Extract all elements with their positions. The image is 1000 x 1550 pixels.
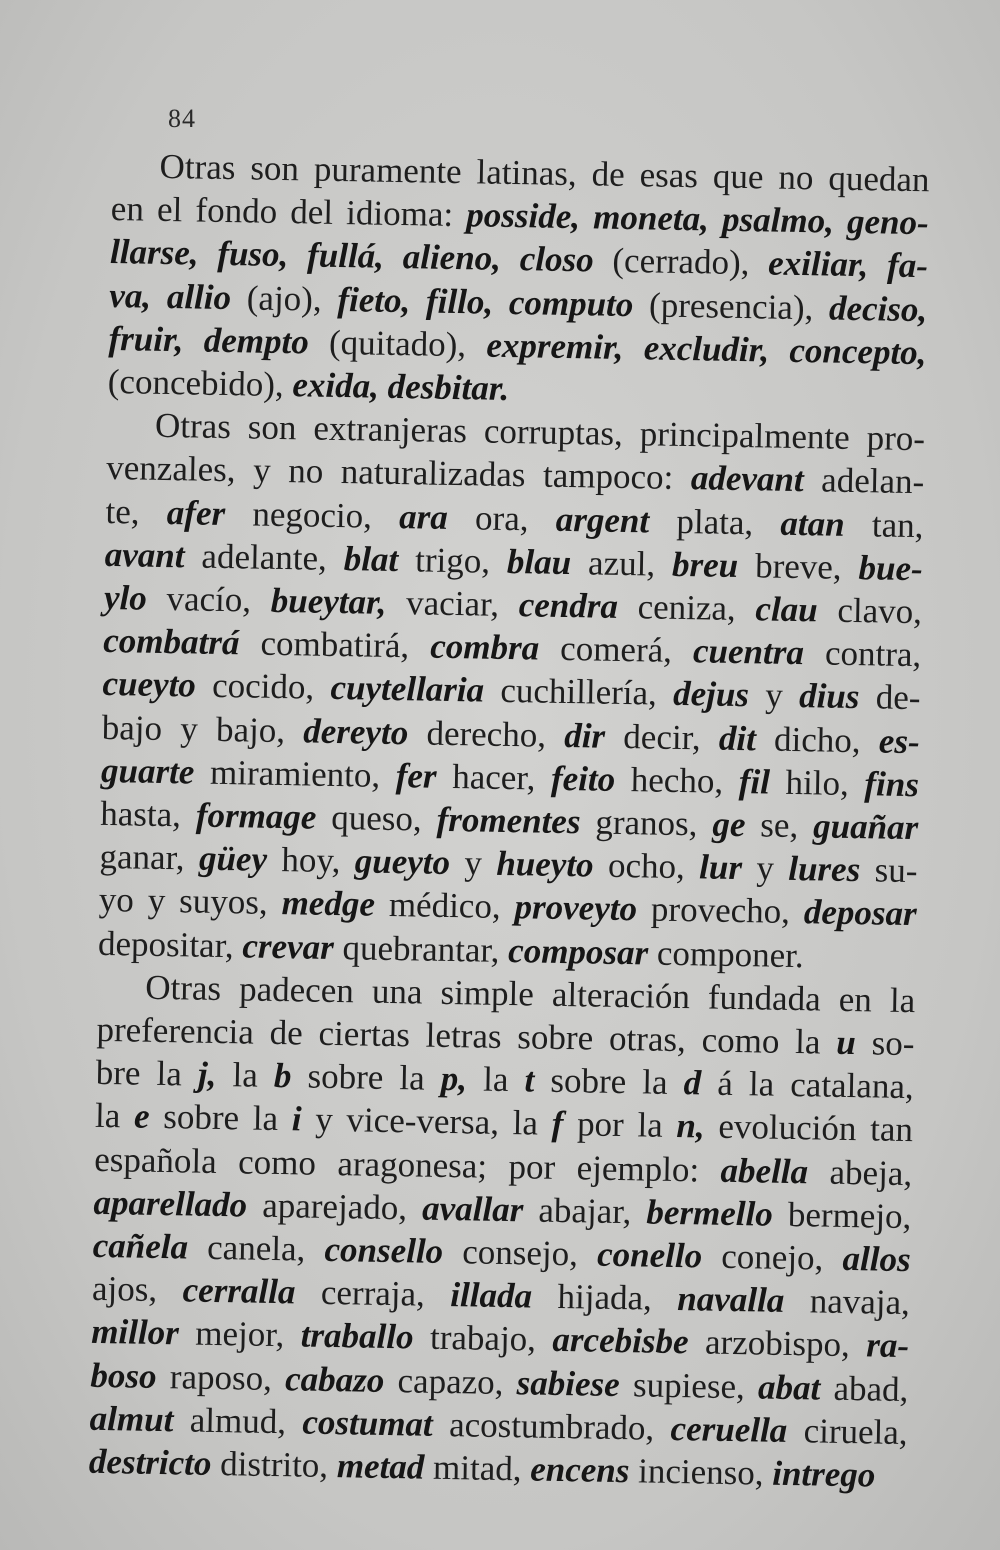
italic-term: ra- <box>866 1325 910 1366</box>
text-segment: contra, <box>803 633 922 675</box>
italic-term: blau <box>506 541 572 582</box>
text-segment: comerá, <box>538 628 694 671</box>
italic-term: feito <box>550 758 616 799</box>
italic-term: illada <box>450 1275 533 1316</box>
italic-term: e <box>133 1097 150 1137</box>
text-segment: (ajo), <box>230 277 338 319</box>
text-segment: provecho, <box>636 889 805 932</box>
italic-term: gueyto <box>354 841 451 883</box>
italic-term: guañar <box>812 806 919 848</box>
text-segment: abajar, <box>522 1190 647 1232</box>
italic-term: bue- <box>858 547 924 589</box>
italic-term: dius <box>798 676 860 717</box>
text-segment: Otras son puramente latinas, de esas que no quedan <box>159 146 930 200</box>
paragraph <box>89 965 916 1498</box>
italic-term: destricto <box>88 1441 212 1484</box>
italic-term: exida, desbitar. <box>292 365 510 408</box>
text-segment: azul, <box>570 542 673 584</box>
text-segment: se, <box>745 805 814 846</box>
italic-term: abat <box>757 1367 821 1408</box>
italic-term: güey <box>198 838 268 880</box>
italic-term: cerralla <box>182 1270 296 1312</box>
italic-term: guarte <box>100 750 195 792</box>
italic-term: fieto, fillo, computo <box>337 279 634 324</box>
text-segment: (concebido), <box>107 361 293 405</box>
italic-term: dejus <box>672 674 750 715</box>
italic-term: conello <box>596 1234 703 1276</box>
text-segment: raposo, <box>156 1356 286 1398</box>
text-segment: y vice-versa, la <box>301 1099 553 1144</box>
italic-term: llarse, fuso, fullá, alieno, closo <box>109 232 594 280</box>
italic-term: expremir, excludir, concepto, <box>486 325 927 373</box>
italic-term: deposar <box>803 892 918 934</box>
text-segment: acostumbrado, <box>432 1404 671 1448</box>
italic-term: fromentes <box>436 799 581 842</box>
text-segment: Otras padecen una simple alteración fundada en la <box>144 967 916 1021</box>
italic-term: cendra <box>518 585 619 626</box>
italic-term: dir <box>563 715 606 756</box>
italic-term: cabazo <box>284 1358 385 1400</box>
text-segment: granos, <box>580 802 713 844</box>
text-segment: componer. <box>647 933 805 975</box>
italic-term: atan <box>780 503 846 544</box>
text-segment: hilo, <box>769 762 865 804</box>
italic-term: metad <box>336 1446 425 1487</box>
italic-term: breu <box>671 544 739 585</box>
text-segment: breve, <box>737 545 859 587</box>
italic-term: p, <box>440 1059 468 1099</box>
text-segment: so- <box>855 1023 915 1064</box>
text-segment: plata, <box>648 501 781 543</box>
italic-term: formage <box>195 795 317 837</box>
italic-term: es- <box>878 721 921 761</box>
italic-term: encens <box>529 1449 630 1491</box>
italic-term: medge <box>281 883 376 925</box>
text-segment: almud, <box>173 1400 303 1442</box>
italic-term: boso <box>90 1355 157 1396</box>
italic-term: combra <box>429 626 540 668</box>
italic-term: ara <box>398 496 449 537</box>
italic-term: costumat <box>302 1402 434 1444</box>
text-segment: supiese, <box>619 1364 759 1407</box>
italic-term: cañela <box>92 1225 189 1267</box>
italic-term: lur <box>698 847 743 888</box>
text-segment: navaja, <box>783 1281 911 1323</box>
text-segment: ceniza, <box>617 586 756 629</box>
text-segment: y <box>449 843 497 884</box>
text-segment: dicho, <box>755 718 880 761</box>
paragraph <box>98 403 926 979</box>
italic-term: afer <box>166 492 226 533</box>
text-segment: mejor, <box>178 1313 302 1355</box>
text-segment: bajo y bajo, <box>101 707 304 751</box>
text-segment: arzobispo, <box>688 1322 867 1365</box>
italic-term: u <box>835 1022 857 1063</box>
italic-term: sabiese <box>516 1362 621 1404</box>
text-segment: en el fondo del idioma: <box>110 189 467 235</box>
text-segment: abeja, <box>807 1151 913 1193</box>
text-segment: consejo, <box>442 1232 598 1274</box>
italic-term: composar <box>507 930 649 973</box>
italic-term: cueyto <box>102 664 197 705</box>
italic-term: fer <box>395 755 437 796</box>
text-segment: española como aragonesa; por ejemplo: <box>93 1139 721 1190</box>
italic-term: f <box>551 1104 564 1144</box>
text-segment: sobre la <box>533 1060 685 1103</box>
italic-term: consello <box>324 1229 444 1272</box>
text-segment: vacío, <box>146 578 272 620</box>
italic-term: traballo <box>300 1315 414 1357</box>
text-segment: la <box>94 1096 135 1136</box>
italic-term: lures <box>787 849 861 890</box>
italic-term: n, <box>676 1106 706 1146</box>
text-segment: trabajo, <box>413 1317 553 1360</box>
text-segment: quebrantar, <box>333 927 509 970</box>
italic-term: exiliar, fa- <box>767 243 929 286</box>
text-segment: miramiento, <box>194 752 397 795</box>
italic-term: j, <box>197 1054 217 1095</box>
text-segment: canela, <box>187 1227 325 1269</box>
text-segment: decir, <box>604 716 720 758</box>
italic-term: deciso, <box>828 288 928 329</box>
italic-term: d <box>683 1063 702 1103</box>
text-segment: cuchillería, <box>483 671 674 714</box>
text-segment: médico, <box>374 885 515 927</box>
italic-term: argent <box>555 499 650 541</box>
text-segment: vaciar, <box>386 582 520 625</box>
italic-term: avallar <box>421 1188 524 1230</box>
text-segment: venzales, y no naturalizadas tampoco: <box>106 448 692 498</box>
paragraph <box>107 144 929 417</box>
text-segment: mitad, <box>424 1447 531 1489</box>
text-segment: hacer, <box>436 756 552 798</box>
text-segment: preferencia de ciertas letras sobre otras, como la <box>96 1009 837 1062</box>
italic-term: aparellado <box>93 1182 248 1225</box>
text-segment: hasta, <box>99 793 197 835</box>
text-segment: adelan- <box>803 460 925 502</box>
italic-term: fins <box>864 764 920 805</box>
text-segment: de- <box>859 677 921 718</box>
text-segment: trigo, <box>397 539 508 581</box>
body-text <box>89 144 930 1497</box>
italic-term: blat <box>343 538 399 579</box>
text-segment: y <box>741 848 789 889</box>
text-segment: la <box>216 1055 275 1096</box>
italic-term: hueyto <box>496 844 594 885</box>
text-segment: ciruela, <box>786 1410 908 1452</box>
text-segment: combatirá, <box>239 623 431 666</box>
italic-term: b <box>273 1056 292 1096</box>
italic-term: clau <box>755 589 819 630</box>
text-segment: derecho, <box>407 712 565 755</box>
text-segment: (presencia), <box>633 284 830 328</box>
text-segment: su- <box>859 850 918 891</box>
text-segment: hijada, <box>531 1276 678 1319</box>
italic-term: i <box>291 1099 302 1139</box>
italic-term: ge <box>712 804 746 845</box>
text-segment: (quitado), <box>308 322 487 365</box>
text-segment: negocio, <box>224 493 400 536</box>
italic-term: t <box>524 1060 535 1100</box>
text-segment: distrito, <box>211 1444 338 1486</box>
text-segment: (cerrado), <box>593 240 769 283</box>
text-segment: cerraja, <box>295 1272 451 1315</box>
text-segment: ajos, <box>91 1269 184 1310</box>
text-segment: cocido, <box>195 665 331 708</box>
italic-term: posside, moneta, psalmo, geno- <box>466 195 930 243</box>
italic-term: abella <box>720 1150 809 1191</box>
text-segment: hecho, <box>614 759 740 801</box>
text-segment: clavo, <box>817 590 923 632</box>
text-segment: Otras son extranjeras corruptas, principalmente pro- <box>154 406 926 459</box>
text-segment: te, <box>105 491 168 532</box>
italic-term: navalla <box>677 1279 785 1321</box>
text-segment: conejo, <box>701 1236 843 1278</box>
text-segment: adelante, <box>184 536 345 578</box>
text-segment: ganar, <box>99 837 200 878</box>
italic-term: intrego <box>771 1453 876 1495</box>
text-segment: ora, <box>447 497 557 539</box>
text-segment: hoy, <box>266 840 356 881</box>
italic-term: crevar <box>242 926 335 967</box>
italic-term: va, allio <box>109 275 232 317</box>
text-segment: depositar, <box>97 923 243 966</box>
text-segment: queso, <box>316 797 437 839</box>
text-segment: á la catalana, <box>700 1063 915 1107</box>
text-segment: y <box>748 675 800 716</box>
italic-term: almut <box>89 1398 174 1440</box>
text-segment: incienso, <box>629 1451 773 1493</box>
text-segment: ocho, <box>593 845 700 887</box>
italic-term: millor <box>90 1312 180 1353</box>
italic-term: combatrá <box>102 621 240 663</box>
italic-term: bueytar, <box>270 580 387 622</box>
text-segment: por la <box>563 1104 677 1146</box>
italic-term: dit <box>718 718 757 758</box>
italic-term: fruir, dempto <box>108 318 310 362</box>
italic-term: cuentra <box>692 631 805 673</box>
italic-term: bermello <box>646 1192 774 1234</box>
text-segment: sobre la <box>149 1097 293 1139</box>
text-segment: tan, <box>844 504 924 545</box>
text-segment: evolución tan <box>704 1106 914 1150</box>
text-segment: bermejo, <box>772 1194 912 1236</box>
text-segment: bre la <box>95 1053 199 1094</box>
italic-term: cuytellaria <box>330 668 485 711</box>
text-segment: yo y suyos, <box>98 880 282 923</box>
page-number: 84 <box>168 104 196 133</box>
italic-term: dereyto <box>302 711 409 752</box>
italic-term: allos <box>842 1239 911 1280</box>
text-segment: capazo, <box>384 1360 518 1402</box>
italic-term: avant <box>104 534 185 576</box>
text-segment: aparejado, <box>246 1185 423 1228</box>
italic-term: proveyto <box>514 887 638 929</box>
text-segment: abad, <box>819 1368 909 1409</box>
italic-term: fil <box>738 761 771 802</box>
text-segment: sobre la <box>291 1056 442 1099</box>
italic-term: ceruella <box>670 1408 788 1450</box>
text-segment: la <box>466 1059 525 1100</box>
italic-term: adevant <box>690 458 804 500</box>
italic-term: ylo <box>103 577 148 618</box>
italic-term: arcebisbe <box>552 1320 689 1362</box>
